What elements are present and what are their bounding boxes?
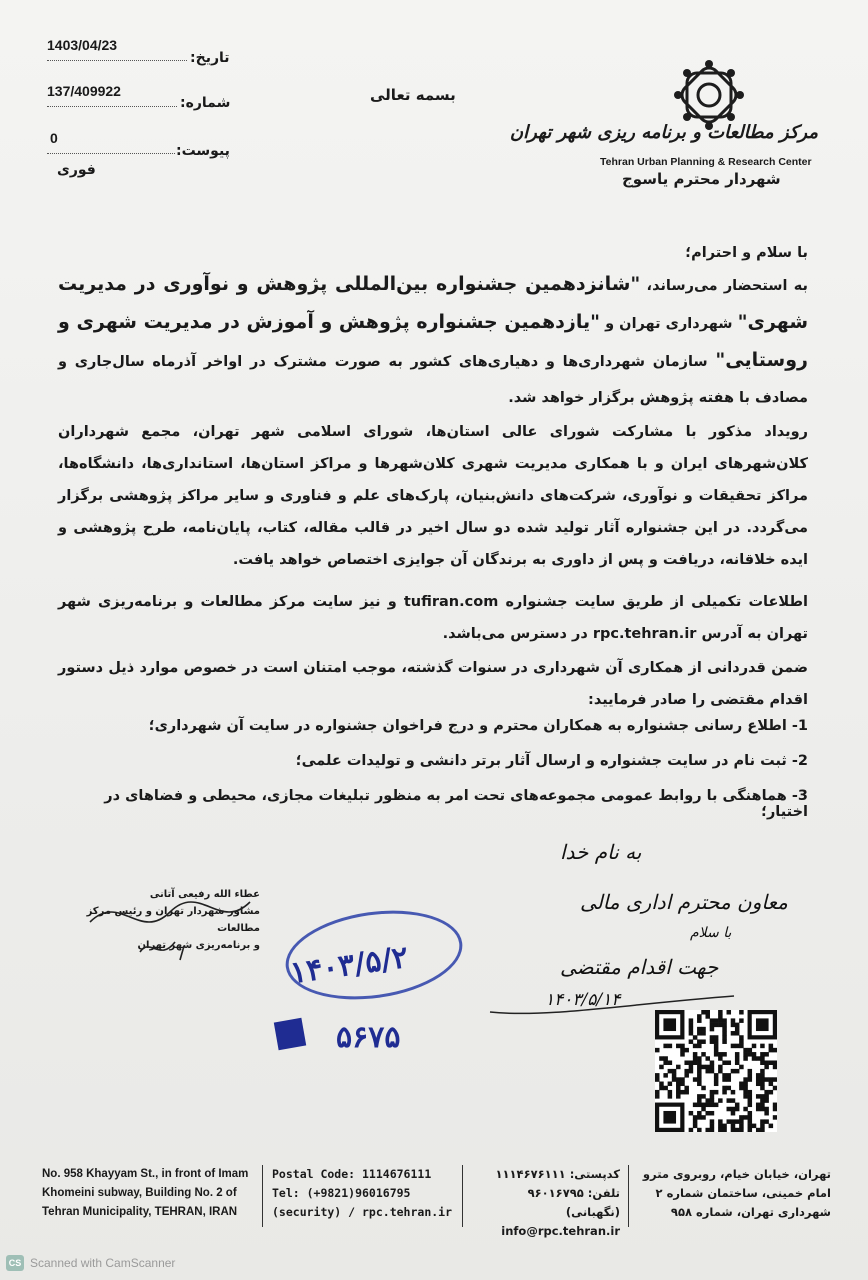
org-logo-emblem xyxy=(672,58,746,132)
number-value: 137/409922 xyxy=(47,83,121,99)
signatory-title-2: و برنامه‌ریزی شهر تهران xyxy=(137,940,260,951)
org-name-persian: مرکز مطالعات و برنامه ریزی شهر تهران xyxy=(509,122,818,143)
attachment-value: 0 xyxy=(50,130,58,146)
stamp-number: ۵۶۷۵ xyxy=(336,1020,401,1055)
footer-fa-line-3: شهرداری تهران، شماره ۹۵۸ xyxy=(670,1205,831,1219)
list-item-3: 3- هماهنگی با روابط عمومی مجموعه‌های تحت امر به منظور تبلیغات مجازی، محیطی و فضاهای در اختیار؛ xyxy=(104,788,808,820)
list-item-2: 2- ثبت نام در سایت جشنواره و ارسال آثار برتر دانشی و تولیدات علمی؛ xyxy=(295,753,808,769)
p1-festival-16: "شانزدهمین جشنواره بین‌المللی پژوهش و نوآوری در مدیریت شهری" xyxy=(58,273,808,333)
paragraph-4: ضمن قدردانی از همکاری آن شهرداری در سنوات گذشته، موجب امتنان است در خصوص موارد ذیل دستور اقدام مقتضی را صادر فرمایید: xyxy=(58,660,808,708)
footer-en-line-3: Tehran Municipality, TEHRAN, IRAN xyxy=(42,1206,238,1218)
signatory-name: عطاء الله رفیعی آتانی xyxy=(149,889,260,900)
p1-festival-11: "یازدهمین جشنواره پژوهش و آموزش در مدیریت شهری و روستایی" xyxy=(58,311,808,371)
p1-suffix: سازمان شهرداری‌ها و دهیاری‌های کشور به صورت مشترک در اواخر آذرماه سال‌جاری و مصادف با هفته پژوهش برگزار خواهد شد. xyxy=(58,354,808,406)
paragraph-2: رویداد مذکور با مشارکت شورای عالی استان‌ها، شورای اسلامی شهر تهران، مجمع شهرداران کلان‌شهرهای ایران و با همکاری مدیریت شهری کلان‌شهرها و مراکز استان‌ها، استانداری‌ها، دانشگاه‌ها، مراکز تحقیقات و نوآوری، شرکت‌های دانش‌بنیان، پارک‌های علم و فناوری و سایر مراکز پژوهشی برگزار می‌گردد. در این جشنواره آثار تولید شده دو سال اخیر در قالب مقاله، کتاب، پایان‌نامه، طرح پژوهشی و ایده خلاقانه، دریافت و پس از داوری به برندگان آن جوایزی اختصاص خواهد یافت. xyxy=(58,424,808,568)
footer-separator-2 xyxy=(462,1165,463,1227)
attachment-dots xyxy=(47,153,175,154)
footer-contact-persian xyxy=(470,1165,620,1241)
footer-en-line-2: Khomeini subway, Building No. 2 of xyxy=(42,1187,237,1199)
handwriting-date: ۱۴۰۳/۵/۱۴ xyxy=(545,990,621,1010)
stamp-date: ۱۴۰۳/۵/۲ xyxy=(288,939,411,992)
paragraph-1 xyxy=(58,266,808,416)
date-value: 1403/04/23 xyxy=(47,37,118,53)
signature-scribble xyxy=(80,882,260,972)
handwriting-line-4: جهت اقدام مقتضی xyxy=(560,955,719,979)
handwriting-line-1: به نام خدا xyxy=(560,840,642,864)
date-label: تاریخ: xyxy=(190,50,230,66)
stamp-mark xyxy=(274,1018,306,1050)
footer-email: info@rpc.tehran.ir xyxy=(501,1224,620,1238)
handwriting-line-2: معاون محترم اداری مالی xyxy=(580,890,788,914)
footer-fa-postal: کدپستی: ۱۱۱۴۶۷۶۱۱۱ xyxy=(495,1167,620,1181)
greeting: با سلام و احترام؛ xyxy=(685,245,808,261)
footer-separator-1 xyxy=(262,1165,263,1227)
footer-persian-address xyxy=(636,1165,831,1222)
camscanner-badge: CS xyxy=(6,1255,24,1271)
date-dots xyxy=(47,60,187,61)
number-dots xyxy=(47,106,177,107)
urgency-label: فوری xyxy=(57,162,96,178)
p1-middle: شهرداری تهران و xyxy=(600,316,738,332)
footer-fa-line-2: امام خمینی، ساختمان شماره ۲ xyxy=(655,1186,831,1200)
footer-en-line-1: No. 958 Khayyam St., in front of Imam xyxy=(42,1168,249,1180)
recipient: شهردار محترم یاسوج xyxy=(622,170,781,188)
org-name-english: Tehran Urban Planning & Research Center xyxy=(600,156,812,168)
footer-english-address xyxy=(42,1165,257,1222)
footer-web: (security) / rpc.tehran.ir xyxy=(272,1205,453,1219)
bismillah: بسمه تعالی xyxy=(370,86,456,104)
paragraph-3: اطلاعات تکمیلی از طریق سایت جشنواره tufiran.com و نیز سایت مرکز مطالعات و برنامه‌ریزی شهر تهران به آدرس rpc.tehran.ir در دسترس می‌باشد. xyxy=(58,594,809,642)
camscanner-text: Scanned with CamScanner xyxy=(30,1256,176,1270)
footer-contact-english xyxy=(272,1165,452,1222)
footer-fa-line-1: تهران، خیابان خیام، روبروی مترو xyxy=(642,1167,831,1181)
number-label: شماره: xyxy=(180,95,231,111)
attachment-label: پیوست: xyxy=(176,143,230,159)
p1-prefix: به استحضار می‌رساند، xyxy=(640,278,808,294)
footer-tel: Tel: (+9821)96016795 xyxy=(272,1186,411,1200)
footer-postal: Postal Code: 1114676111 xyxy=(272,1167,432,1181)
footer-separator-3 xyxy=(628,1165,629,1227)
footer-fa-tel: تلفن: ۹۶۰۱۶۷۹۵ (نگهبانی) xyxy=(527,1186,620,1219)
list-item-1: 1- اطلاع رسانی جشنواره به همکاران محترم و درج فراخوان جشنواره در سایت آن شهرداری؛ xyxy=(148,718,808,734)
qr-code xyxy=(655,1010,777,1132)
handwriting-line-3: با سلام xyxy=(690,925,732,941)
signatory-title-1: مشاور شهردار تهران و رئیس مرکز مطالعات xyxy=(86,906,260,934)
